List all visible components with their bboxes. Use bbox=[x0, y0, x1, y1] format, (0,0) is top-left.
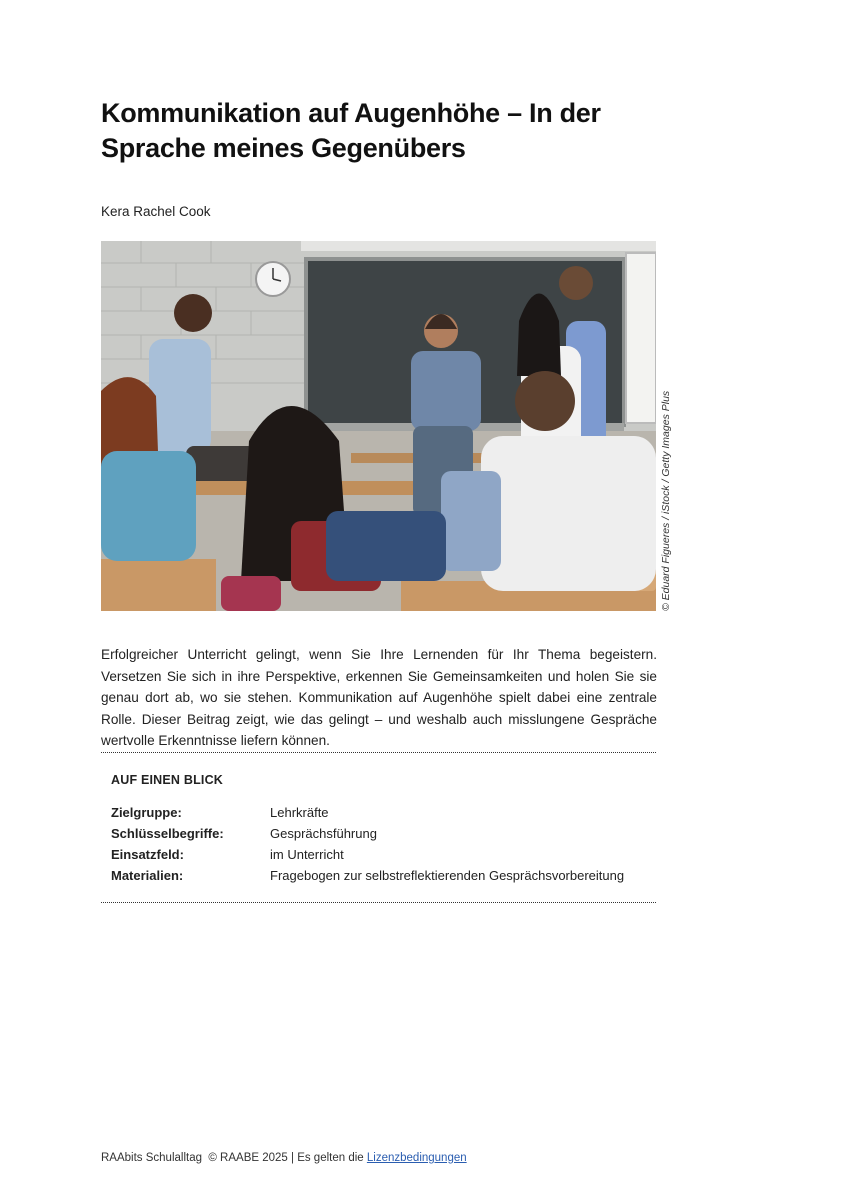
overview-value: Fragebogen zur selbstreflektierenden Gesprächsvorbereitung bbox=[270, 868, 625, 883]
author-name: Kera Rachel Cook bbox=[101, 204, 211, 219]
classroom-photo bbox=[101, 241, 656, 611]
overview-value: Gesprächsführung bbox=[270, 826, 377, 841]
license-link[interactable]: Lizenzbedingungen bbox=[366, 1152, 467, 1164]
overview-heading: AUF EINEN BLICK bbox=[111, 773, 224, 787]
intro-paragraph: Erfolgreicher Unterricht gelingt, wenn Sie Ihre Lernenden für Ihr Thema begeistern. Versetzen Sie sich in ihre Perspektive, erkennen Sie Gemeinsamkeiten und holen Sie sie genau dort ab, wo sie stehen. Kommunikation auf Augenhöhe spielt dabei eine zentrale Rolle. Dieser Beitrag zeigt, wie das gelingt – und weshalb auch misslungene Gespräche wertvolle Erkenntnisse liefern können. bbox=[101, 647, 657, 748]
overview-value: Lehrkräfte bbox=[270, 805, 329, 820]
overview-label: Einsatzfeld: bbox=[111, 847, 184, 862]
footer-text: RAAbits Schulalltag © RAABE 2025 | Es gelten die bbox=[101, 1152, 367, 1164]
page-title: Kommunikation auf Augenhöhe – In der Sprache meines Gegenübers bbox=[101, 98, 601, 163]
overview-box bbox=[101, 752, 656, 903]
overview-label: Schlüsselbegriffe: bbox=[111, 826, 224, 841]
photo-credit: © Eduard Figueres / iStock / Getty Images Plus bbox=[660, 390, 672, 611]
page-footer bbox=[101, 1152, 467, 1164]
overview-label: Materialien: bbox=[111, 868, 184, 883]
overview-value: im Unterricht bbox=[270, 847, 344, 862]
overview-label: Zielgruppe: bbox=[111, 805, 182, 820]
